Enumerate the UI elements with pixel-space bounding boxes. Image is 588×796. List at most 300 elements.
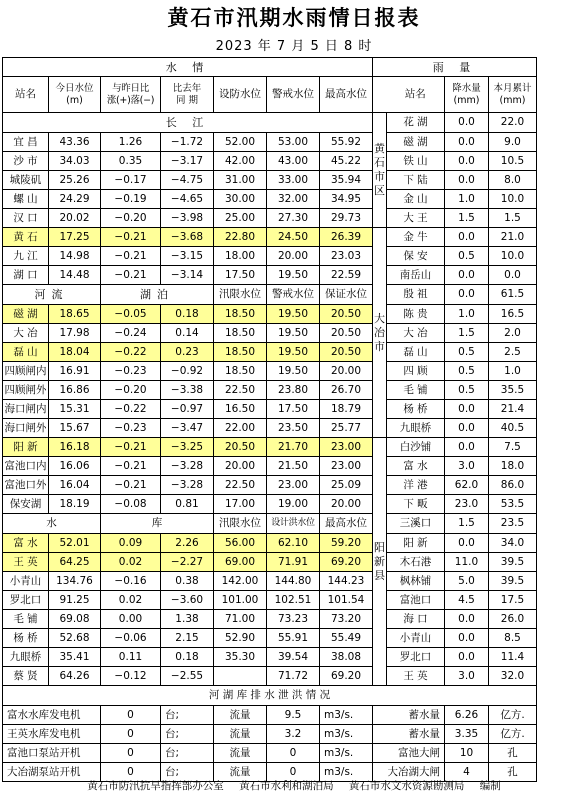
rainfall-header-line2: (mm) — [453, 94, 480, 106]
rain-station-name: 杨 桥 — [387, 400, 445, 419]
monthly-rainfall-value: 39.5 — [489, 553, 537, 572]
station-name: 宜 昌 — [3, 133, 49, 152]
water-level: 18.19 — [49, 495, 101, 514]
section-lake: 湖泊 — [101, 285, 214, 305]
monthly-rainfall-value: 8.5 — [489, 629, 537, 648]
max-level: 73.20 — [320, 610, 373, 629]
table-row — [3, 591, 537, 610]
rainfall-value: 0.0 — [445, 171, 489, 190]
warning-level: 71.91 — [267, 553, 320, 572]
rain-station-name: 四 顾 — [387, 362, 445, 381]
design-level: 52.00 — [214, 133, 267, 152]
last-year-diff: −3.28 — [161, 476, 214, 495]
discharge-count: 0 — [101, 706, 161, 725]
rainfall-value: 0.0 — [445, 113, 489, 133]
discharge-item-name: 富池口泵站开机 — [3, 744, 101, 763]
station-name: 九眼桥 — [3, 648, 49, 667]
discharge-flow-unit: m3/s. — [320, 744, 373, 763]
max-level: 38.08 — [320, 648, 373, 667]
monthly-rainfall-value: 10.5 — [489, 152, 537, 171]
rainfall-value: 3.0 — [445, 667, 489, 686]
monthly-rainfall-value: 39.5 — [489, 572, 537, 591]
discharge-flow-value: 0 — [267, 744, 320, 763]
water-level: 35.41 — [49, 648, 101, 667]
design-level: 71.00 — [214, 610, 267, 629]
warning-level: 19.50 — [267, 305, 320, 324]
design-level: 18.50 — [214, 343, 267, 362]
max-level: 23.00 — [320, 438, 373, 457]
rainfall-header — [445, 77, 489, 113]
station-name: 湖 口 — [3, 266, 49, 285]
design-level: 22.50 — [214, 381, 267, 400]
level-diff: −0.08 — [101, 495, 161, 514]
rainfall-value: 3.0 — [445, 457, 489, 476]
rainfall-value: 0.0 — [445, 438, 489, 457]
max-level: 20.50 — [320, 305, 373, 324]
water-level: 16.04 — [49, 476, 101, 495]
design-level: 42.00 — [214, 152, 267, 171]
discharge-count-unit: 台; — [161, 744, 214, 763]
warning-level: 23.80 — [267, 381, 320, 400]
max-level: 23.00 — [320, 457, 373, 476]
station-name: 沙 市 — [3, 152, 49, 171]
station-name: 杨 桥 — [3, 629, 49, 648]
water-level: 14.48 — [49, 266, 101, 285]
water-level: 25.26 — [49, 171, 101, 190]
rainfall-value: 0.0 — [445, 419, 489, 438]
discharge-key-unit: 孔 — [489, 763, 537, 782]
section-yangtze: 长 江 — [3, 113, 373, 133]
warning-level: 19.50 — [267, 266, 320, 285]
water-level: 69.08 — [49, 610, 101, 629]
rainfall-value: 1.5 — [445, 514, 489, 534]
design-level: 35.30 — [214, 648, 267, 667]
discharge-item-name: 大冶湖泵站开机 — [3, 763, 101, 782]
rain-station-name: 大 王 — [387, 209, 445, 228]
design-level-header: 设防水位 — [214, 77, 267, 113]
water-level: 18.04 — [49, 343, 101, 362]
table-row — [3, 438, 537, 457]
discharge-flow-label: 流量 — [214, 706, 267, 725]
discharge-flow-value: 9.5 — [267, 706, 320, 725]
max-level: 20.50 — [320, 324, 373, 343]
station-name: 富 水 — [3, 534, 49, 553]
rainfall-value: 23.0 — [445, 495, 489, 514]
level-diff: 1.26 — [101, 133, 161, 152]
station-name: 罗北口 — [3, 591, 49, 610]
warning-level: 62.10 — [267, 534, 320, 553]
level-header-line2: (m) — [66, 94, 83, 106]
design-level: 16.50 — [214, 400, 267, 419]
footer-org-3: 黄石市水文水资源勘测局 — [348, 780, 465, 792]
warning-level: 23.00 — [267, 476, 320, 495]
table-row — [3, 419, 537, 438]
last-year-diff: −0.92 — [161, 362, 214, 381]
section-max-level-2: 最高水位 — [320, 514, 373, 534]
last-year-diff: 2.15 — [161, 629, 214, 648]
water-level: 17.98 — [49, 324, 101, 343]
discharge-key-value: 6.26 — [445, 706, 489, 725]
level-diff: −0.20 — [101, 209, 161, 228]
design-level: 22.00 — [214, 419, 267, 438]
water-level: 18.65 — [49, 305, 101, 324]
last-year-diff: 0.18 — [161, 305, 214, 324]
last-year-diff: 0.18 — [161, 648, 214, 667]
table-row — [3, 553, 537, 572]
warning-level: 33.00 — [267, 171, 320, 190]
discharge-count: 0 — [101, 744, 161, 763]
monthly-rainfall-value: 21.4 — [489, 400, 537, 419]
max-level: 26.70 — [320, 381, 373, 400]
discharge-key-unit: 亿方. — [489, 725, 537, 744]
level-diff: −0.23 — [101, 419, 161, 438]
section-river: 河流 — [3, 285, 101, 305]
last-year-diff: −3.68 — [161, 228, 214, 247]
table-row — [3, 113, 537, 133]
max-level-header: 最高水位 — [320, 77, 373, 113]
level-diff: −0.21 — [101, 247, 161, 266]
rainfall-value: 0.5 — [445, 343, 489, 362]
water-level: 15.67 — [49, 419, 101, 438]
table-row — [3, 572, 537, 591]
rainfall-value: 0.0 — [445, 534, 489, 553]
rainfall-value: 11.0 — [445, 553, 489, 572]
rainfall-value: 1.5 — [445, 209, 489, 228]
level-diff: −0.05 — [101, 305, 161, 324]
monthly-rainfall-value: 17.5 — [489, 591, 537, 610]
level-diff: 0.02 — [101, 553, 161, 572]
water-level: 15.31 — [49, 400, 101, 419]
water-level: 52.68 — [49, 629, 101, 648]
rainfall-value: 0.0 — [445, 629, 489, 648]
section-limit-level-2: 汛限水位 — [214, 514, 267, 534]
max-level: 18.79 — [320, 400, 373, 419]
rainfall-value: 0.0 — [445, 648, 489, 667]
water-level: 24.29 — [49, 190, 101, 209]
discharge-row — [3, 706, 537, 725]
station-name: 螺 山 — [3, 190, 49, 209]
max-level: 69.20 — [320, 553, 373, 572]
water-section-header: 水 情 — [3, 58, 373, 77]
water-level: 14.98 — [49, 247, 101, 266]
rainfall-value: 5.0 — [445, 572, 489, 591]
design-level: 20.00 — [214, 457, 267, 476]
table-row — [3, 362, 537, 381]
rain-station-name: 海 口 — [387, 610, 445, 629]
water-level: 16.06 — [49, 457, 101, 476]
rain-station-name: 陈 贵 — [387, 305, 445, 324]
table-row — [3, 324, 537, 343]
max-level: 25.09 — [320, 476, 373, 495]
max-level: 69.20 — [320, 667, 373, 686]
section-limit-level: 汛限水位 — [214, 285, 267, 305]
footer-org-1: 黄石市防汛抗旱指挥部办公室 — [87, 780, 224, 792]
monthly-rainfall-value: 53.5 — [489, 495, 537, 514]
rain-station-name: 阳 新 — [387, 534, 445, 553]
table-row — [3, 667, 537, 686]
table-row — [3, 457, 537, 476]
rain-station-name: 殷 祖 — [387, 285, 445, 305]
report-date: 2023 年 7 月 5 日 8 时 — [215, 39, 373, 54]
table-row — [3, 171, 537, 190]
max-level: 55.92 — [320, 133, 373, 152]
warning-level: 19.00 — [267, 495, 320, 514]
max-level: 29.73 — [320, 209, 373, 228]
max-level: 34.95 — [320, 190, 373, 209]
design-level: 31.00 — [214, 171, 267, 190]
rainfall-value: 1.0 — [445, 190, 489, 209]
max-level: 25.77 — [320, 419, 373, 438]
station-name: 富池口内 — [3, 457, 49, 476]
rainfall-header-line1: 降水量 — [452, 82, 481, 94]
discharge-flow-value: 3.2 — [267, 725, 320, 744]
monthly-rainfall-value: 32.0 — [489, 667, 537, 686]
rain-station-name: 王 英 — [387, 667, 445, 686]
rainfall-value: 0.0 — [445, 133, 489, 152]
monthly-rainfall-value: 61.5 — [489, 285, 537, 305]
design-level: 20.50 — [214, 438, 267, 457]
max-level: 45.22 — [320, 152, 373, 171]
level-diff: −0.17 — [101, 171, 161, 190]
water-level: 17.25 — [49, 228, 101, 247]
discharge-row — [3, 725, 537, 744]
discharge-count-unit: 台; — [161, 725, 214, 744]
rain-station-name: 木石港 — [387, 553, 445, 572]
level-diff: −0.12 — [101, 667, 161, 686]
monthly-rainfall-value: 10.0 — [489, 247, 537, 266]
max-level: 59.20 — [320, 534, 373, 553]
vs-last-year-header — [161, 77, 214, 113]
max-level: 35.94 — [320, 171, 373, 190]
discharge-flow-unit: m3/s. — [320, 725, 373, 744]
level-diff: −0.21 — [101, 438, 161, 457]
discharge-flow-unit: m3/s. — [320, 706, 373, 725]
report-title: 黄石市汛期水雨情日报表 — [167, 5, 421, 30]
warning-level-header: 警戒水位 — [267, 77, 320, 113]
table-row — [3, 305, 537, 324]
vs-yesterday-header-line2: 涨(+)落(−) — [106, 94, 155, 106]
level-diff: −0.21 — [101, 228, 161, 247]
section-warning-level: 警戒水位 — [267, 285, 320, 305]
monthly-rainfall-value: 1.0 — [489, 362, 537, 381]
table-row — [3, 629, 537, 648]
warning-level: 19.50 — [267, 343, 320, 362]
design-level: 18.50 — [214, 305, 267, 324]
water-level: 134.76 — [49, 572, 101, 591]
station-name: 黄 石 — [3, 228, 49, 247]
monthly-rainfall-header — [489, 77, 537, 113]
station-name: 大 冶 — [3, 324, 49, 343]
discharge-title: 河 湖 库 排 水 泄 洪 情 况 — [3, 686, 537, 706]
last-year-diff: 2.26 — [161, 534, 214, 553]
rain-station-name: 枫林铺 — [387, 572, 445, 591]
last-year-diff: −2.27 — [161, 553, 214, 572]
station-name: 保安湖 — [3, 495, 49, 514]
discharge-count-unit: 台; — [161, 763, 214, 782]
rainfall-value: 0.5 — [445, 381, 489, 400]
rain-district-header — [373, 77, 387, 113]
warning-level: 144.80 — [267, 572, 320, 591]
monthly-rainfall-value: 86.0 — [489, 476, 537, 495]
rain-district-label: 黄石市区 — [373, 113, 387, 228]
station-name: 富池口外 — [3, 476, 49, 495]
rainfall-value: 4.5 — [445, 591, 489, 610]
last-year-diff: −3.60 — [161, 591, 214, 610]
water-level: 43.36 — [49, 133, 101, 152]
warning-level: 23.50 — [267, 419, 320, 438]
discharge-key-unit: 亿方. — [489, 706, 537, 725]
rainfall-value: 1.0 — [445, 305, 489, 324]
rain-station-name: 下 陆 — [387, 171, 445, 190]
section-reservoir-a: 水 — [3, 514, 101, 534]
level-diff: −0.23 — [101, 362, 161, 381]
max-level: 22.59 — [320, 266, 373, 285]
table-row — [3, 495, 537, 514]
station-name: 海口闸外 — [3, 419, 49, 438]
monthly-rainfall-value: 21.0 — [489, 228, 537, 247]
station-name: 四顾闸外 — [3, 381, 49, 400]
last-year-diff: −3.98 — [161, 209, 214, 228]
rain-section-header: 雨 量 — [373, 58, 537, 77]
design-level: 22.80 — [214, 228, 267, 247]
discharge-count: 0 — [101, 763, 161, 782]
design-level: 17.50 — [214, 266, 267, 285]
rainfall-value: 1.5 — [445, 324, 489, 343]
station-name: 王 英 — [3, 553, 49, 572]
design-level: 18.50 — [214, 324, 267, 343]
discharge-key-value: 10 — [445, 744, 489, 763]
level-diff: 0.35 — [101, 152, 161, 171]
last-year-diff: 0.23 — [161, 343, 214, 362]
monthly-rainfall-value: 1.5 — [489, 209, 537, 228]
rain-station-name: 花 湖 — [387, 113, 445, 133]
rainfall-value: 0.0 — [445, 228, 489, 247]
monthly-rainfall-value: 10.0 — [489, 190, 537, 209]
discharge-flow-label: 流量 — [214, 725, 267, 744]
max-level: 55.49 — [320, 629, 373, 648]
last-year-diff: −3.15 — [161, 247, 214, 266]
design-level: 18.50 — [214, 362, 267, 381]
level-diff: 0.11 — [101, 648, 161, 667]
table-row — [3, 133, 537, 152]
warning-level: 21.70 — [267, 438, 320, 457]
warning-level: 19.50 — [267, 324, 320, 343]
rain-station-name: 罗北口 — [387, 648, 445, 667]
discharge-key-label: 蓄水量 — [373, 725, 445, 744]
discharge-row — [3, 744, 537, 763]
warning-level: 71.72 — [267, 667, 320, 686]
design-level: 22.50 — [214, 476, 267, 495]
station-name: 城陵矶 — [3, 171, 49, 190]
section-reservoir-b: 库 — [101, 514, 214, 534]
monthly-rainfall-value: 34.0 — [489, 534, 537, 553]
discharge-count-unit: 台; — [161, 706, 214, 725]
warning-level: 39.54 — [267, 648, 320, 667]
level-header — [49, 77, 101, 113]
footer-edit: 编制 — [479, 780, 501, 792]
discharge-flow-value: 0 — [267, 763, 320, 782]
station-name: 汉 口 — [3, 209, 49, 228]
level-diff: −0.24 — [101, 324, 161, 343]
table-row — [3, 209, 537, 228]
water-level: 20.02 — [49, 209, 101, 228]
warning-level: 24.50 — [267, 228, 320, 247]
discharge-key-value: 4 — [445, 763, 489, 782]
design-level: 101.00 — [214, 591, 267, 610]
warning-level: 32.00 — [267, 190, 320, 209]
max-level: 101.54 — [320, 591, 373, 610]
monthly-rainfall-value: 22.0 — [489, 113, 537, 133]
rainfall-value: 0.5 — [445, 362, 489, 381]
report-table — [2, 57, 537, 782]
max-level: 144.23 — [320, 572, 373, 591]
station-name: 海口闸内 — [3, 400, 49, 419]
rainfall-value: 0.0 — [445, 285, 489, 305]
water-level: 52.01 — [49, 534, 101, 553]
water-level: 16.86 — [49, 381, 101, 400]
level-diff: −0.21 — [101, 266, 161, 285]
design-level: 142.00 — [214, 572, 267, 591]
water-level: 91.25 — [49, 591, 101, 610]
monthly-rainfall-value: 9.0 — [489, 133, 537, 152]
station-name: 小青山 — [3, 572, 49, 591]
last-year-diff: −3.47 — [161, 419, 214, 438]
table-row — [3, 514, 537, 534]
monthly-rainfall-value: 0.0 — [489, 266, 537, 285]
level-diff: −0.22 — [101, 400, 161, 419]
warning-level: 20.00 — [267, 247, 320, 266]
discharge-item-name: 富水水库发电机 — [3, 706, 101, 725]
report-footer — [0, 779, 588, 793]
monthly-rainfall-value: 16.5 — [489, 305, 537, 324]
rain-district-label: 大冶市 — [373, 228, 387, 438]
level-diff: −0.21 — [101, 457, 161, 476]
level-diff: 0.00 — [101, 610, 161, 629]
rain-station-header: 站名 — [387, 77, 445, 113]
discharge-flow-label: 流量 — [214, 763, 267, 782]
discharge-flow-unit: m3/s. — [320, 763, 373, 782]
station-name: 磁 湖 — [3, 305, 49, 324]
rain-station-name: 大 冶 — [387, 324, 445, 343]
rain-station-name: 小青山 — [387, 629, 445, 648]
water-level: 64.26 — [49, 667, 101, 686]
rain-station-name: 磁 湖 — [387, 133, 445, 152]
discharge-key-label: 大冶湖大闸 — [373, 763, 445, 782]
warning-level: 73.23 — [267, 610, 320, 629]
discharge-key-unit: 孔 — [489, 744, 537, 763]
discharge-key-label: 富池大闸 — [373, 744, 445, 763]
discharge-flow-label: 流量 — [214, 744, 267, 763]
rain-station-name: 铁 山 — [387, 152, 445, 171]
rain-station-name: 南岳山 — [387, 266, 445, 285]
discharge-item-name: 王英水库发电机 — [3, 725, 101, 744]
section-design-flood-level: 设计洪水位 — [267, 514, 320, 534]
design-level: 69.00 — [214, 553, 267, 572]
table-row — [3, 190, 537, 209]
station-name: 四顾闸内 — [3, 362, 49, 381]
monthly-rainfall-value: 23.5 — [489, 514, 537, 534]
warning-level: 43.00 — [267, 152, 320, 171]
vs-yesterday-header — [101, 77, 161, 113]
max-level: 23.03 — [320, 247, 373, 266]
rain-station-name: 富池口 — [387, 591, 445, 610]
last-year-diff: −3.14 — [161, 266, 214, 285]
vs-last-year-header-line2: 同 期 — [175, 94, 199, 106]
warning-level: 55.91 — [267, 629, 320, 648]
rainfall-value: 0.0 — [445, 400, 489, 419]
rainfall-value: 0.0 — [445, 610, 489, 629]
design-level: 18.00 — [214, 247, 267, 266]
